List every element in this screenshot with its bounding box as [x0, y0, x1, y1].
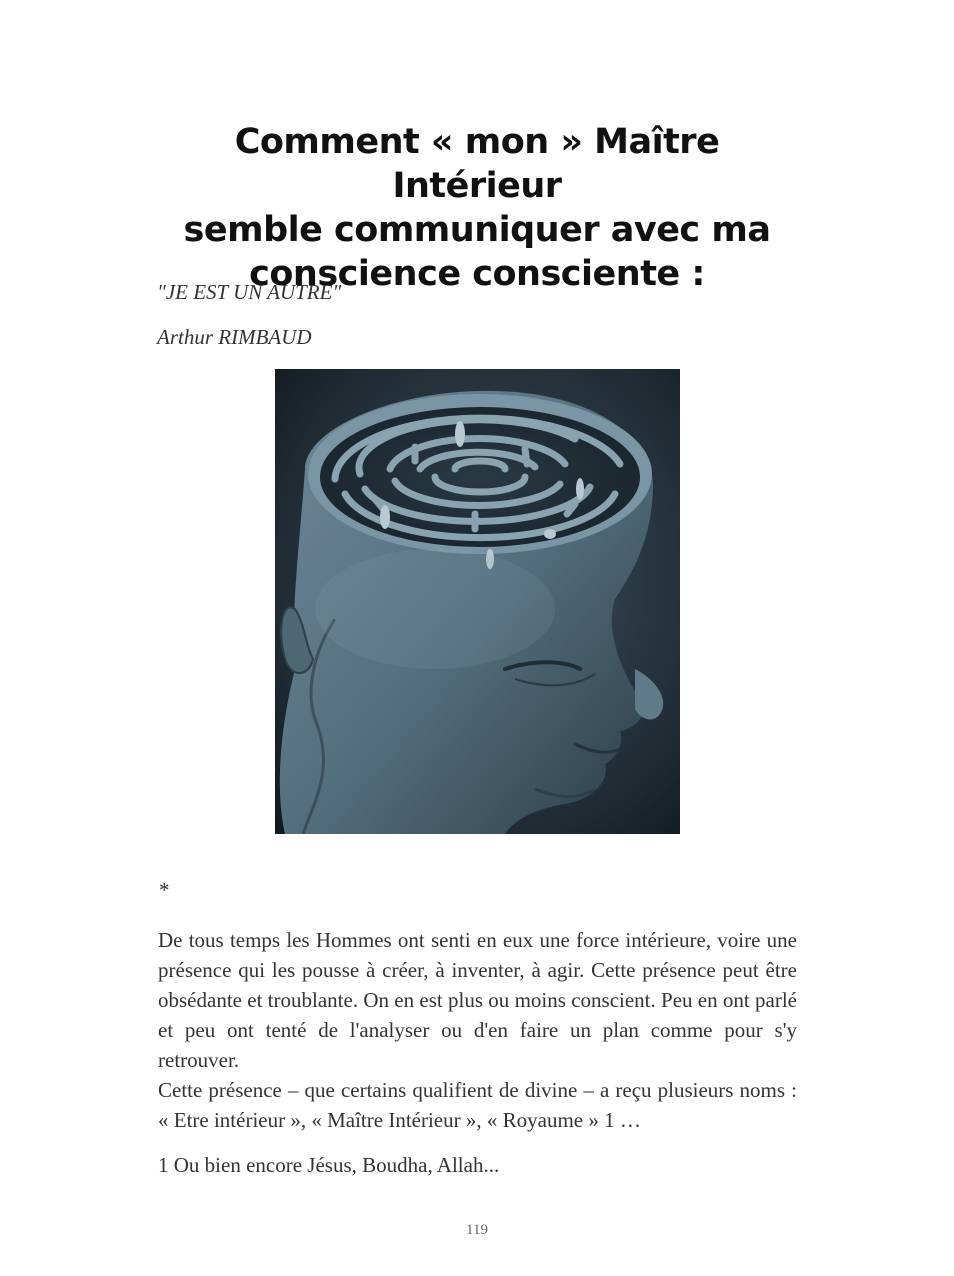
epigraph-author: Arthur RIMBAUD	[157, 325, 312, 349]
footnote: 1 Ou bien encore Jésus, Boudha, Allah...	[158, 1153, 500, 1177]
title-line-2: semble communiquer avec ma	[183, 210, 771, 250]
body-text	[158, 925, 797, 1135]
paragraph-2: Cette présence – que certains qualifient de divine – a reçu plusieurs noms : « Etre intérieur », « Maître Intérieur », « Royaume » 1 …	[158, 1078, 797, 1132]
maze-head-illustration	[275, 369, 680, 834]
epigraph-quote: "JE EST UN AUTRE"	[157, 280, 342, 304]
section-separator: *	[159, 878, 170, 902]
page-number: 119	[466, 1222, 488, 1238]
title-line-1: Comment « mon » Maître Intérieur	[234, 122, 720, 206]
page-title	[157, 120, 797, 296]
paragraph-1: De tous temps les Hommes ont senti en eux une force intérieure, voire une présence qui les pousse à créer, à inventer, à agir. Cette présence peut être obsédante et troublante. On en est plus ou moins conscient. Peu en ont parlé et peu ont tenté de l'analyser ou d'en faire un plan comme pour s'y retrouver.	[158, 928, 797, 1072]
title-line-3: conscience consciente :	[249, 254, 705, 294]
